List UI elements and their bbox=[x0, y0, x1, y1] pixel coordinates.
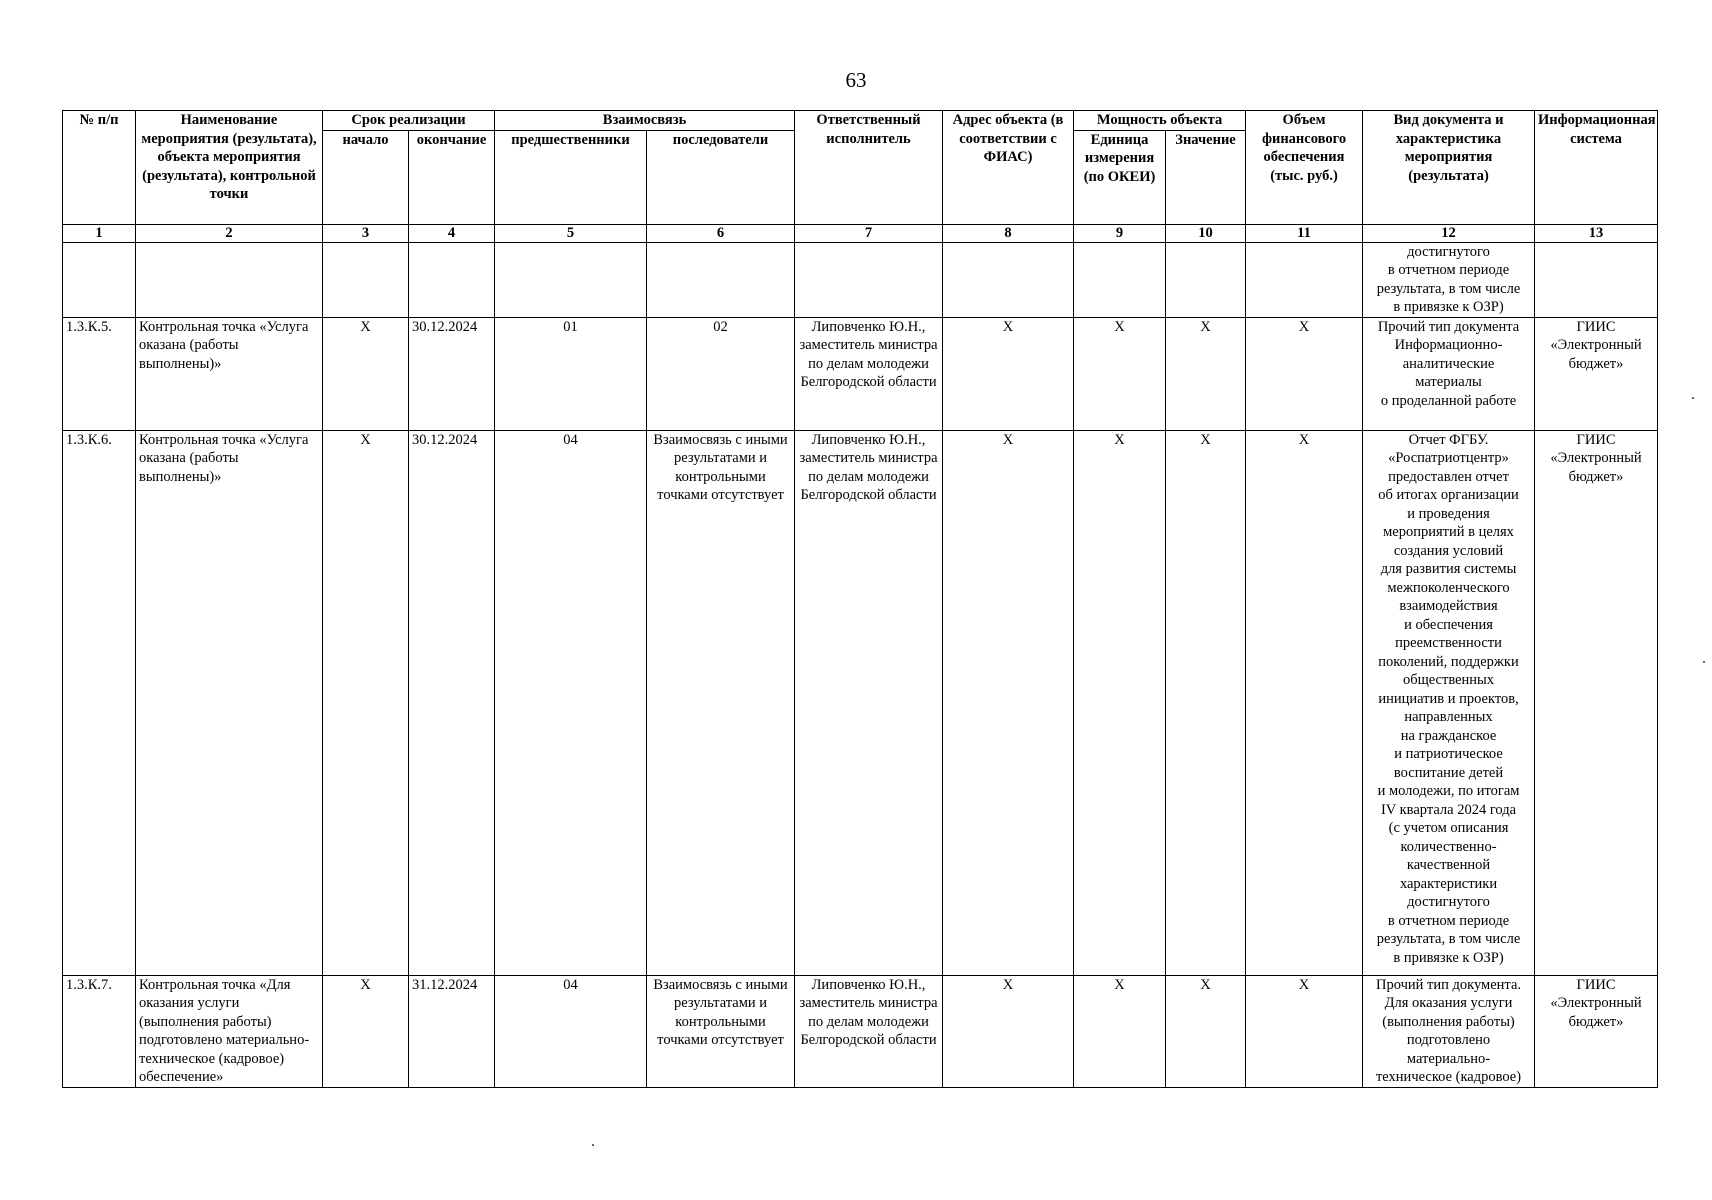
column-number: 1 bbox=[63, 224, 136, 242]
doc-line: в привязке к ОЗР) bbox=[1393, 949, 1504, 966]
doc-line: об итогах организации bbox=[1378, 487, 1519, 503]
cell-doc bbox=[1363, 975, 1535, 1087]
scan-speck bbox=[1703, 661, 1705, 663]
cell-end: 30.12.2024 bbox=[409, 317, 495, 430]
cell-system: ГИИС «Электронный бюджет» bbox=[1535, 317, 1658, 430]
cell-start bbox=[323, 242, 409, 317]
cell-start: X bbox=[323, 317, 409, 430]
column-number: 2 bbox=[136, 224, 323, 242]
cell-no bbox=[63, 242, 136, 317]
doc-line: материалы bbox=[1415, 374, 1482, 390]
cell-doc bbox=[1363, 317, 1535, 430]
header-relation: Взаимосвязь bbox=[495, 111, 795, 131]
table-row bbox=[63, 242, 1658, 317]
header-funding: Объем финансового обеспечения (тыс. руб.) bbox=[1246, 111, 1363, 225]
cell-successors: Взаимосвязь с иными результатами и контрольными точками отсутствует bbox=[647, 430, 795, 975]
column-number: 9 bbox=[1074, 224, 1166, 242]
doc-line: Прочий тип документа. bbox=[1376, 976, 1522, 993]
doc-line: направленных bbox=[1404, 709, 1493, 725]
doc-line: воспитание детей bbox=[1393, 764, 1504, 781]
table-row bbox=[63, 317, 1658, 430]
column-number: 12 bbox=[1363, 224, 1535, 242]
doc-line: преемственности bbox=[1395, 635, 1502, 651]
cell-no: 1.3.К.6. bbox=[63, 430, 136, 975]
cell-system: ГИИС «Электронный бюджет» bbox=[1535, 975, 1658, 1087]
doc-line: предоставлен отчет bbox=[1388, 468, 1509, 485]
doc-line: аналитические bbox=[1402, 355, 1495, 372]
doc-line: и проведения bbox=[1407, 505, 1490, 522]
doc-line: общественных bbox=[1402, 672, 1495, 688]
doc-line: на гражданское bbox=[1400, 727, 1497, 744]
doc-line: и молодежи, по итогам bbox=[1377, 783, 1520, 799]
header-start: начало bbox=[323, 130, 409, 224]
doc-line: «Роспатриотцентр» bbox=[1388, 450, 1509, 466]
cell-successors bbox=[647, 242, 795, 317]
table-row bbox=[63, 430, 1658, 975]
scan-speck bbox=[592, 1144, 594, 1146]
cell-name: Контрольная точка «Услуга оказана (работы выполнены)» bbox=[136, 317, 323, 430]
column-number: 11 bbox=[1246, 224, 1363, 242]
header-capacity: Мощность объекта bbox=[1074, 111, 1246, 131]
header-unit: Единица измерения (по ОКЕИ) bbox=[1074, 130, 1166, 224]
cell-value: X bbox=[1166, 430, 1246, 975]
doc-line: Отчет ФГБУ. bbox=[1408, 431, 1489, 448]
cell-unit: X bbox=[1074, 430, 1166, 975]
doc-line: взаимодействия bbox=[1399, 598, 1498, 614]
doc-line: качественной bbox=[1406, 857, 1491, 873]
table-row bbox=[63, 975, 1658, 1087]
doc-line: (с учетом описания bbox=[1388, 820, 1509, 836]
column-number: 6 bbox=[647, 224, 795, 242]
doc-line: инициатив и проектов, bbox=[1378, 690, 1519, 707]
header-successors: последователи bbox=[647, 130, 795, 224]
doc-line: для развития системы bbox=[1380, 561, 1517, 577]
doc-line: в отчетном периоде bbox=[1387, 912, 1510, 929]
doc-line: и обеспечения bbox=[1404, 616, 1493, 633]
page-number: 63 bbox=[845, 68, 867, 92]
cell-end: 30.12.2024 bbox=[409, 430, 495, 975]
cell-unit bbox=[1074, 242, 1166, 317]
cell-system bbox=[1535, 242, 1658, 317]
cell-predecessors bbox=[495, 242, 647, 317]
cell-predecessors: 04 bbox=[495, 975, 647, 1087]
doc-line: Информационно- bbox=[1394, 337, 1503, 353]
cell-funding: X bbox=[1246, 975, 1363, 1087]
cell-value bbox=[1166, 242, 1246, 317]
cell-funding: X bbox=[1246, 430, 1363, 975]
header-period: Срок реализации bbox=[323, 111, 495, 131]
doc-line: создания условий bbox=[1393, 542, 1504, 559]
column-number: 8 bbox=[943, 224, 1074, 242]
column-number-row bbox=[63, 224, 1658, 242]
cell-responsible bbox=[795, 242, 943, 317]
header-name: Наименование мероприятия (результата), объекта мероприятия (результата), контрольной точки bbox=[136, 111, 323, 225]
doc-line: в отчетном периоде bbox=[1387, 262, 1510, 278]
doc-line: мероприятий в целях bbox=[1383, 524, 1514, 540]
doc-line: о проделанной работе bbox=[1380, 392, 1517, 409]
column-number: 10 bbox=[1166, 224, 1246, 242]
cell-name: Контрольная точка «Для оказания услуги (выполнения работы) подготовлено материально-техническое (кадровое) обеспечение» bbox=[136, 975, 323, 1087]
header-predecessors: предшественники bbox=[495, 130, 647, 224]
cell-successors: 02 bbox=[647, 317, 795, 430]
column-number: 5 bbox=[495, 224, 647, 242]
doc-line: подготовлено bbox=[1406, 1032, 1491, 1048]
plan-table bbox=[62, 110, 1658, 1088]
column-number: 3 bbox=[323, 224, 409, 242]
column-number: 7 bbox=[795, 224, 943, 242]
cell-responsible: Липовченко Ю.Н., заместитель министра по делам молодежи Белгородской области bbox=[795, 430, 943, 975]
doc-line: IV квартала 2024 года bbox=[1380, 801, 1517, 818]
header-end: окончание bbox=[409, 130, 495, 224]
header-info-system: Информационная система bbox=[1535, 111, 1658, 225]
doc-line: материально- bbox=[1406, 1050, 1491, 1067]
cell-start: X bbox=[323, 430, 409, 975]
cell-no: 1.3.К.5. bbox=[63, 317, 136, 430]
cell-start: X bbox=[323, 975, 409, 1087]
cell-funding bbox=[1246, 242, 1363, 317]
doc-line: результата, в том числе bbox=[1376, 931, 1521, 947]
scan-speck bbox=[1692, 397, 1694, 399]
cell-name: Контрольная точка «Услуга оказана (работы выполнены)» bbox=[136, 430, 323, 975]
doc-line: в привязке к ОЗР) bbox=[1393, 299, 1504, 315]
doc-line: техническое (кадровое) bbox=[1375, 1069, 1522, 1085]
cell-value: X bbox=[1166, 317, 1246, 430]
cell-predecessors: 01 bbox=[495, 317, 647, 430]
cell-value: X bbox=[1166, 975, 1246, 1087]
cell-no: 1.3.К.7. bbox=[63, 975, 136, 1087]
cell-system: ГИИС «Электронный бюджет» bbox=[1535, 430, 1658, 975]
doc-line: характеристики bbox=[1399, 875, 1498, 892]
cell-predecessors: 04 bbox=[495, 430, 647, 975]
cell-name bbox=[136, 242, 323, 317]
cell-unit: X bbox=[1074, 975, 1166, 1087]
header-responsible: Ответственный исполнитель bbox=[795, 111, 943, 225]
header-doc-type: Вид документа и характеристика мероприятия (результата) bbox=[1363, 111, 1535, 225]
cell-address: X bbox=[943, 975, 1074, 1087]
doc-line: количественно- bbox=[1400, 838, 1497, 855]
doc-line: результата, в том числе bbox=[1376, 280, 1521, 297]
cell-unit: X bbox=[1074, 317, 1166, 430]
header-value: Значение bbox=[1166, 130, 1246, 224]
cell-responsible: Липовченко Ю.Н., заместитель министра по делам молодежи Белгородской области bbox=[795, 975, 943, 1087]
column-number: 4 bbox=[409, 224, 495, 242]
column-number: 13 bbox=[1535, 224, 1658, 242]
header-address: Адрес объекта (в соответствии с ФИАС) bbox=[943, 111, 1074, 225]
cell-end bbox=[409, 242, 495, 317]
doc-line: достигнутого bbox=[1407, 243, 1490, 260]
doc-line: Прочий тип документа bbox=[1377, 318, 1520, 335]
cell-responsible: Липовченко Ю.Н., заместитель министра по делам молодежи Белгородской области bbox=[795, 317, 943, 430]
doc-line: Для оказания услуги bbox=[1384, 995, 1513, 1011]
header-no: № п/п bbox=[63, 111, 136, 225]
cell-address: X bbox=[943, 430, 1074, 975]
cell-successors: Взаимосвязь с иными результатами и контрольными точками отсутствует bbox=[647, 975, 795, 1087]
doc-line: (выполнения работы) bbox=[1382, 1013, 1515, 1030]
cell-doc bbox=[1363, 242, 1535, 317]
cell-address: X bbox=[943, 317, 1074, 430]
cell-address bbox=[943, 242, 1074, 317]
doc-line: межпоколенческого bbox=[1387, 579, 1510, 596]
doc-line: и патриотическое bbox=[1394, 746, 1503, 762]
cell-end: 31.12.2024 bbox=[409, 975, 495, 1087]
doc-line: достигнутого bbox=[1407, 894, 1490, 910]
cell-doc bbox=[1363, 430, 1535, 975]
doc-line: поколений, поддержки bbox=[1378, 653, 1519, 670]
cell-funding: X bbox=[1246, 317, 1363, 430]
